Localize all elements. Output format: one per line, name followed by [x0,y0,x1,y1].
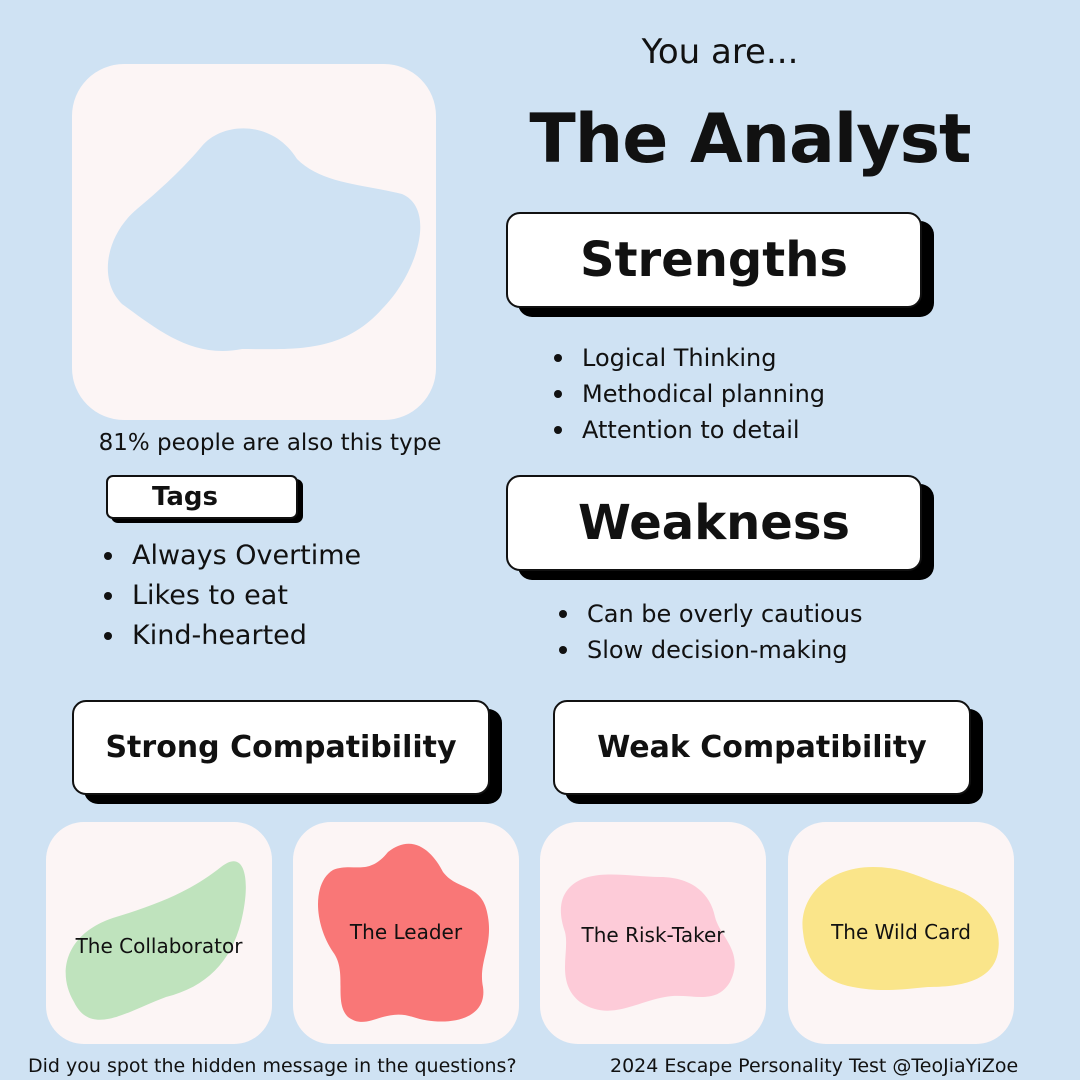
type-percentage: 81% people are also this type [98,430,442,456]
list-item: Attention to detail [552,412,825,448]
list-item: Kind-hearted [102,616,361,656]
avatar-card [72,64,436,420]
footer-credit: 2024 Escape Personality Test @TeoJiaYiZoe [610,1055,1019,1077]
list-item: Likes to eat [102,576,361,616]
strong-compatibility-heading: Strong Compatibility [72,700,490,795]
tags-list [102,536,361,656]
type-card-risk-taker [540,822,766,1044]
weak-compatibility-heading: Weak Compatibility [553,700,971,795]
strengths-heading: Strengths [506,212,922,308]
weakness-heading: Weakness [506,475,922,571]
tags-heading: Tags [106,475,298,519]
footer-hint: Did you spot the hidden message in the questions? [28,1055,517,1077]
list-item: Methodical planning [552,376,825,412]
strengths-list [552,340,825,448]
avatar-blob [72,64,436,420]
page-title: The Analyst [529,100,971,179]
type-card-label: The Risk-Taker [581,923,725,947]
type-card-collaborator [46,822,272,1044]
type-card-label: The Collaborator [75,934,243,958]
type-card-wild-card [788,822,1014,1044]
list-item: Always Overtime [102,536,361,576]
weakness-list [557,596,863,668]
list-item: Can be overly cautious [557,596,863,632]
list-item: Slow decision-making [557,632,863,668]
type-card-label: The Wild Card [831,920,971,944]
type-card-label: The Leader [349,920,463,944]
type-card-leader [293,822,519,1044]
list-item: Logical Thinking [552,340,825,376]
intro-text: You are... [641,32,799,72]
